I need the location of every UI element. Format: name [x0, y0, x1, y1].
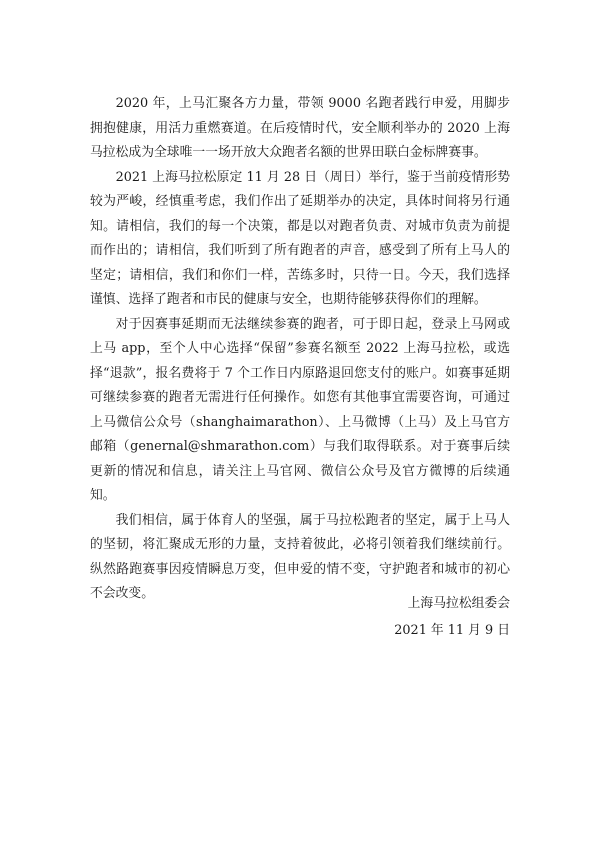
letter-closing — [310, 590, 510, 644]
signature: 上海马拉松组委会 — [407, 596, 510, 611]
letter-date: 2021 年 11 月 9 日 — [394, 623, 510, 638]
letter-body — [90, 92, 510, 607]
paragraph-3: 对于因赛事延期而无法继续参赛的跑者，可于即日起，登录上马网或上马 app，至个人中心选择“保留”参赛名额至 2022 上海马拉松，或选择“退款”，报名费将于 7 个工作日内原路退回您支付的账户。如赛事延期可继续参赛的跑者无需进行任何操作。如您有其他事宜需要咨询，可通过上马微信公众号（shanghaimarathon）、上马微博（上马）及上马官方邮箱（genernal@shmarathon.com）与我们取得联系。对于赛事后续更新的情况和信息，请关注上马官网、微信公众号及官方微博的后续通知。 — [90, 316, 510, 503]
paragraph-4: 我们相信，属于体育人的坚强，属于马拉松跑者的坚定，属于上马人的坚韧，将汇聚成无形的力量，支持着彼此，必将引领着我们继续前行。纵然路跑赛事因疫情瞬息万变，但申爱的情不变，守护跑者和城市的初心不会改变。 — [90, 512, 510, 601]
paragraph-1: 2020 年，上马汇聚各方力量，带领 9000 名跑者践行申爱，用脚步拥抱健康，用活力重燃赛道。在后疫情时代，安全顺利举办的 2020 上海马拉松成为全球唯一一场开放大众跑者名额的世界田联白金标牌赛事。 — [90, 96, 510, 160]
paragraph-2: 2021 上海马拉松原定 11 月 28 日（周日）举行，鉴于当前疫情形势较为严峻，经慎重考虑，我们作出了延期举办的决定，具体时间将另行通知。请相信，我们的每一个决策，都是以对跑者负责、对城市负责为前提而作出的；请相信，我们听到了所有跑者的声音，感受到了所有上马人的坚定；请相信，我们和你们一样，苦练多时，只待一日。今天，我们选择谨慎、选择了跑者和市民的健康与安全，也期待能够获得你们的理解。 — [90, 169, 510, 307]
